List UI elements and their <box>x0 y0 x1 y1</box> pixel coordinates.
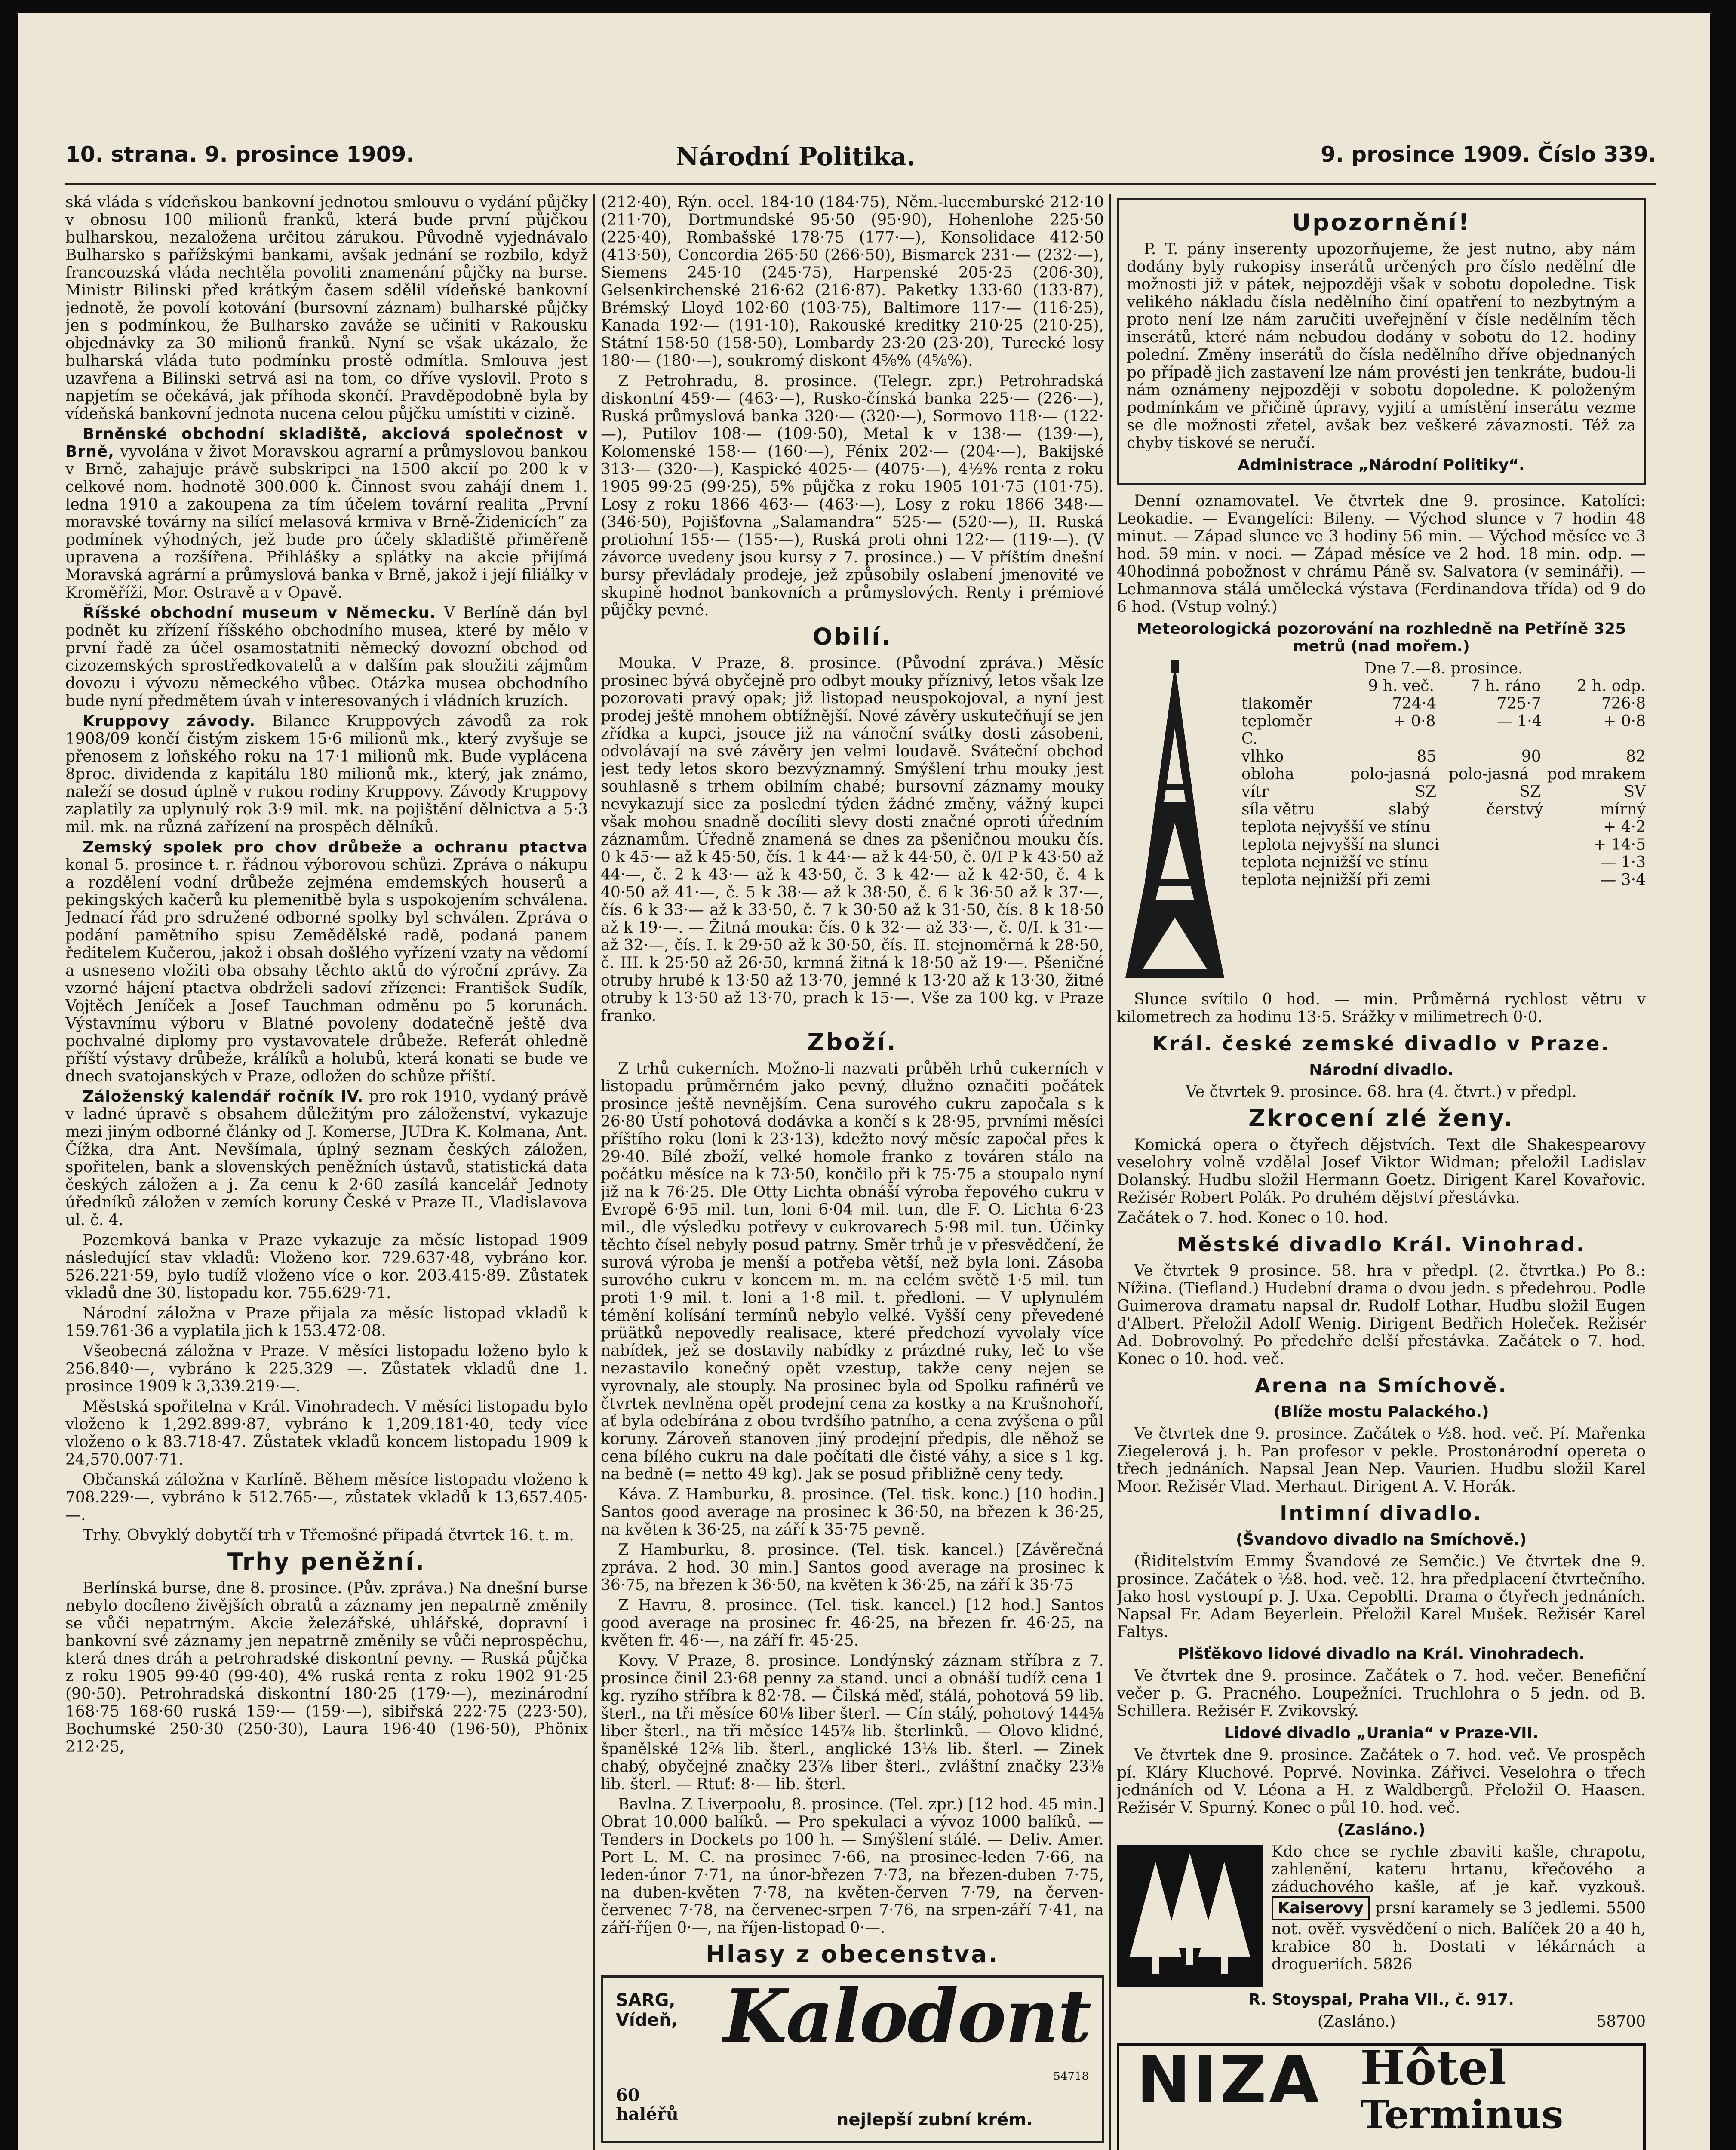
meteo-cell: 725·7 <box>1496 695 1541 713</box>
article-text: Z Hamburku, 8. prosince. (Tel. tisk. kancel.) [Závěrečná zpráva. 2 hod. 30 min.] Santos good average na prosinec k 36·75, na březen k 36·50, na květen k 36·25, na září k 35·75 <box>601 1541 1104 1594</box>
hotel-niza-advertisement <box>1117 2040 1646 2150</box>
theatre-text: Ve čtvrtek dne 9. prosince. Začátek o ½8. hod. več. Pí. Mařenka Ziegelerová j. h. Pan profesor v pekle. Prostonárodní opereta o třech jednáních. Napsal Jean Nep. Vaurien. Hudbu složil Karel Moor. Režisér Vlad. Merhaut. Dirigent A. V. Horák. <box>1117 1425 1646 1496</box>
zaslano-label: (Zasláno.) <box>1337 1821 1426 1839</box>
meteo-cell: čerstvý <box>1486 801 1543 818</box>
theatre-subtitle: (Švandovo divadlo na Smíchově.) <box>1235 1531 1527 1548</box>
column-3 <box>1117 194 1646 2150</box>
theatre-subtitle: (Blíže mostu Palackého.) <box>1273 1403 1489 1421</box>
article-text: (212·40), Rýn. ocel. 184·10 (184·75), Něm.-lucemburské 212·10 (211·70), Dortmundské 95·50 (95·90), Hohenlohe 225·50 (225·40), Rombašské 178·75 (177·—), Konsolidace 412·50 (413·50), Concordia 265·50 (266·50), Bismarck 231·— (232·—), Siemens 245·10 (245·75), Harpenské 205·25 (206·30), Gelsenkirchenské 216·62 (216·87). Paketky 133·60 (133·87), Brémský Lloyd 102·60 (103·75), Baltimore 117·— (116·25), Kanada 192·— (191·10), Rakouské kreditky 210·25 (210·25), Státní 158·50 (158·50), Lombardy 23·20 (23·20), Turecké losy 180·— (180·—), soukromý diskont 4⅝% (4⅝%). <box>601 194 1104 370</box>
ad-number: 5826 <box>1373 1956 1413 1973</box>
ad-number: 54718 <box>1053 2070 1089 2083</box>
meteo-temp-label: teplota nejvyšší ve stínu <box>1241 818 1431 836</box>
meteo-temp-label: teplota nejvyšší na slunci <box>1241 836 1439 854</box>
theatre-title: Intimní divadlo. <box>1280 1502 1483 1525</box>
meteo-cell: + 0·8 <box>1393 713 1436 730</box>
meteo-cell: 724·4 <box>1392 695 1437 713</box>
theatre-title: Král. české zemské divadlo v Praze. <box>1152 1032 1610 1055</box>
section-heading: Říšské obchodní museum v Německu. <box>83 604 436 622</box>
meteo-temp-value: + 14·5 <box>1593 836 1646 854</box>
meteo-row <box>1241 783 1646 801</box>
theatre-text: (Řiditelstvím Emmy Švandové ze Semčic.) Ve čtvrtek dne 9. prosince. Začátek o ½8. hod. več. 12. hra předplacení čtvrtečního. Jako host vystoupí p. J. Uxa. Cepoblti. Drama o čtyřech jednáních. Napsal Fr. Adam Beyerlein. Přeložil Karel Mušek. Režisér Karel Faltys. <box>1117 1553 1646 1641</box>
meteo-cell: polo-jasná <box>1448 765 1529 783</box>
article-text: Z Petrohradu, 8. prosince. (Telegr. zpr.) Petrohradská diskontní 459·— (463·—), Rusko-čínská banka 225·— (226·—), Ruská průmyslová banka 320·— (320·—), Sormovo 118·— (122·—), Putilov 108·— (109·50), Metal k v 138·— (139·—), Kolomenské 158·— (160·—), Fénix 202·— (204·—), Bakijské 313·— (320·—), Kaspické 4025·— (4075·—), 4½% renta z roku 1905 99·25 (99·25), 5% půjčka z roku 1905 101·75 (101·75). Losy z roku 1866 463·— (463·—), Losy z roku 1866 348·— (346·50), Pojišťovna „Salamandra“ 525·— (520·—), II. Ruská protiohní 155·— (155·—), Ruská proti ohni 122·— (119·—). (V závorce uvedeny jsou kursy z 7. prosince.) — V příštím dnešní bursy převládaly prodeje, jež způsobily oslabení jmenovité ve skupině hodnot bankovních a průmyslových. Renty i prémiové půjčky pevné. <box>601 372 1104 619</box>
meteo-temp-row <box>1241 818 1646 836</box>
article-text: vyvolána v život Moravskou agrarní a průmyslovou bankou v Brně, zahajuje právě subskripci na 1500 akcií po 200 k v celkové nom. hodnotě 300.000 k. Činnost svou zahájí dnem 1. ledna 1910 a zakoupena za tím účelem tovární realita „První moravské továrny na silící melasová krmiva v Brně-Židenicích“ za podmínek výhodných, jež bude pro účely skladiště přiměřeně upravena a rozšířena. Přihlášky a splátky na akcie přijímá Moravská agrární a průmyslová banka v Brně, jakož i její filiálky v Kroměříži, Mor. Ostravě a v Opavě. <box>65 443 588 602</box>
section-title: Hlasy z obecenstva. <box>705 1941 999 1968</box>
notice-signature: Administrace „Národní Politiky“. <box>1238 456 1525 474</box>
header-rule <box>65 183 1656 185</box>
section-heading: Kruppovy závody. <box>83 713 256 730</box>
column-divider <box>593 194 595 2150</box>
newspaper-page <box>18 13 1710 2150</box>
column-divider <box>1109 194 1111 2150</box>
section-heading: Zemský spolek pro chov drůbeže a ochranu ptactva <box>83 838 588 856</box>
theatre-text: Ve čtvrtek 9 prosince. 58. hra v předpl. (2. čtvrtka.) Po 8.: Nížina. (Tiefland.) Hudební drama o dvou jedn. s předehrou. Podle Guimerova dramatu napsal dr. Rudolf Lothar. Hudbu složil Eugen d'Albert. Přeložil Adolf Wenig. Dirigent Bedřich Holeček. Režisér Ad. Dobrovolný. Po předehře delší přestávka. Začátek o 7. hod. Konec o 10. hod. več. <box>1117 1262 1646 1368</box>
meteo-temp-row <box>1241 854 1646 871</box>
market-note: Trhy. Obvyklý dobytčí trh v Třemošné připadá čtvrtek 16. t. m. <box>83 1526 574 1544</box>
meteo-cell: 726·8 <box>1601 695 1646 713</box>
header-left: 10. strana. 9. prosince 1909. <box>65 142 415 167</box>
meteo-row <box>1241 801 1646 818</box>
zaslano-label: (Zasláno.) <box>1317 2013 1396 2030</box>
theatre-text: Komická opera o čtyřech dějstvích. Text dle Shakespearovy veselohry volně vzdělal Josef Viktor Widman; přeložil Ladislav Dolanský. Hudbu složil Hermann Goetz. Dirigent Karel Kovařovic. Režisér Robert Polák. Po druhém dějství přestávka. <box>1117 1136 1646 1207</box>
meteo-summary: Slunce svítilo 0 hod. — min. Průměrná rychlost větru v kilometrech za hodinu 13·5. Srážky v milimetrech 0·0. <box>1117 991 1646 1026</box>
article-text: ská vláda s vídeňskou bankovní jednotou smlouvu o vydání půjčky v obnosu 100 milionů franků, která bude první půjčkou bulharskou, nezaložena určitou zárukou. Původně vyjednávalo Bulharsko s pařížskými bankami, avšak jednání se rozbilo, když francouzská vláda nechtěla povoliti znamenání půjčky na burse. Ministr Bilinski před krátkým časem sdělil vídeňské bankovní jednotě, že povolí kotování (bursovní záznam) bulharské půjčky jen s podmínkou, že Bulharsko zaváže se učiniti v Rakousku objednávky za 30 milionů franků. Nyní se však ukázalo, že bulharská vláda tuto podmínku prostě odmítla. Smlouva jest uzavřena a Bilinski setrvá asi na tom, co dříve vyslovil. Proto s napjetím se očekává, jak příhoda skončí. Pravděpodobně byla by vídeňská bankovní jednota nucena celou půjčku umístiti v cizině. <box>65 194 588 423</box>
theatre-text: Ve čtvrtek dne 9. prosince. Začátek o 7. hod. večer. Benefiční večer p. G. Pracného. Loupežníci. Truchlohra o 5 jedn. od B. Schillera. Režisér F. Zvikovský. <box>1117 1667 1646 1720</box>
meteo-row <box>1241 713 1646 748</box>
theatre-text: Ve čtvrtek dne 9. prosince. Začátek o 7. hod. več. Ve prospěch pí. Kláry Kluchové. Poprvé. Novinka. Zářivci. Veselohra o třech jednáních od V. Léona a H. z Waldbergů. Přeložil O. Haasen. Režisér V. Spurný. Konec o půl 10. hod. več. <box>1117 1746 1646 1817</box>
kalodont-advertisement <box>601 1975 1104 2143</box>
section-title: Obilí. <box>812 623 892 650</box>
theatre-date: Ve čtvrtek 9. prosince. 68. hra (4. čtvrt.) v předpl. <box>1186 1083 1577 1101</box>
meteo-row <box>1241 748 1646 765</box>
meteo-title: Meteorologická pozorování na rozhledně na Petříně 325 metrů (nad mořem.) <box>1136 620 1626 655</box>
ad-tagline: nejlepší zubní krém. <box>836 2110 1033 2130</box>
play-title: Zkrocení zlé ženy. <box>1248 1105 1514 1132</box>
meteo-temp-value: — 1·3 <box>1601 854 1646 871</box>
meteo-temp-label: teplota nejnižší ve stínu <box>1241 854 1429 871</box>
meteo-cell: 82 <box>1626 748 1646 765</box>
masthead-title: Národní Politika. <box>676 142 916 171</box>
theatre-times: Začátek o 7. hod. Konec o 10. hod. <box>1117 1209 1389 1227</box>
meteo-cell: SV <box>1624 783 1646 801</box>
meteo-dates: Dne 7.—8. prosince. <box>1364 660 1523 677</box>
zaslano-row <box>1117 2013 1646 2030</box>
daily-notice: Denní oznamovatel. Ve čtvrtek dne 9. prosince. Katolíci: Leokadie. — Evangelíci: Bileny. — Východ slunce v 7 hodin 48 minut. — Západ slunce ve 3 hodiny 56 min. — Východ měsíce ve 3 hod. 59 min. v noci. — Západ měsíce ve 2 hod. 18 min. odp. — 40hodinná pobožnost v chrámu Páně sv. Salvatora (v semináři). — Lehmannova stálá umělecká výstava (Ferdinandova třída) od 9 do 6 hod. (Vstup volný.) <box>1117 492 1646 616</box>
meteo-section <box>1117 620 1646 1026</box>
meteo-cell: SZ <box>1415 783 1436 801</box>
section-heading: Záloženský kalendář ročník IV. <box>83 1088 364 1106</box>
meteo-row <box>1241 765 1646 783</box>
bank-report: Národní záložna v Praze přijala za měsíc listopad vkladů k 159.761·36 a vyplatila jich k 153.472·08. <box>65 1305 588 1340</box>
meteo-cell: — 1·4 <box>1496 713 1542 730</box>
meteo-cell: slabý <box>1389 801 1429 818</box>
meteo-row-label: teploměr C. <box>1241 713 1312 748</box>
article-text: Z trhů cukerních. Možno-li nazvati průběh trhů cukerních v listopadu průměrném jako pevný, dlužno označiti počátek prosince ještě nevnějším. Cena surového cukru započala s k 26·80 Ústí pohotová dodávka a končí s k 28·95, prvními měsíci příštího roku (loni k 23·13), kdežto nový měsíc započal přes k 29·40. Bílé zboží, velké homole franko z továren stálo na počátku měsíce na k 73·50, končilo při k 75·75 a stoupalo nyní již na k 76·25. Dle Otty Lichta obnáší výroba řepového cukru v Evropě 6·95 mil. tun, loni 6·04 mil. tun, dle F. O. Lichta 6·23 mil., dle výsledku potřevy v cukrovarech 5·98 mil. tun. Účinky těchto čísel nebyly posud patrny. Směr trhů je v přesvědčení, že surová výroba je menší a potřeba větší, než byla loni. Zásoba surového cukru v koncem m. m. na celém světě 1·5 mil. tun proti 1·9 mil. t. loni a 1·8 mil. t. předloni. — V uplynulém témění kolísání termínů nebylo velké. Vyšší ceny převedené prüätků nepovedly realisace, které předchozí vyvolaly více nabídek, jež se dostavily nabídky z prázdné ruky, leč to vše nezastavilo konečný opět vzestup, takže ceny nejen se vyrovnaly, ale stouply. Na prosinec byla od Spolku rafinérů ve čtvrtek nevlněna opět prodejní cena za kostky a na Krušnohoří, ať byla odebírána z obou tvrdšího patního, a cena zvýšena o půl koruny. Zároveň stanoven jiný prodejní předpis, dle něhož se cena bílého cukru na dale počítati dle čisté váhy, a sice s 1 kg. na bedně (= netto 49 kg). Jak se posud přibližně ceny tedy. <box>601 1060 1104 1483</box>
notice-heading: Upozornění! <box>1292 209 1471 236</box>
meteo-row-label: vítr <box>1241 783 1269 801</box>
ad-number: 58700 <box>1596 2013 1646 2030</box>
kaiser-brand-logo: Kaiserovy <box>1272 1896 1370 1920</box>
article-text: V Berlíně dán byl podnět ku zřízení říšského obchodního musea, které by mělo v první řadě za účel osamostatniti německý dovozní obchod od cizozemských sprostředkovatelů a v dalším pak sloužiti zájmům dovozu i vývozu německého vůbec. Otázka musea obchodního bude nyní předmětem úvah v interesovaných i vládních kruzích. <box>65 604 588 710</box>
theatre-title: Plšťěkovo lidové divadlo na Král. Vinohradech. <box>1177 1645 1585 1663</box>
article-text: Mouka. V Praze, 8. prosince. (Původní zpráva.) Měsíc prosinec bývá obyčejně pro odbyt mouky příznivý, letos však lze pozorovati pravý opak; již listopad neuspokojoval, a nyní jest prodej ještě mnohem obtížnější. Nové závěry uskutečňují se jen zřídka a kupci, jsouce již na vánoční svátky dosti zásobeni, odvolávají na své závěry jen velmi loudavě. Sváteční obchod jest tedy letos skoro bezvýznamný. Smýšlení trhu mouky jest souhlasně s trhem obilním chabé; bursovní záznamy mouky nevykazují sice za poslední týden žádné změny, vážný kupci však mohou snadně docíliti slevy dosti značné oproti úředním záznamům. Úředně znamená se dnes za pšeničnou mouku čís. 0 k 45·— až k 45·50, čís. 1 k 44·— až k 44·50, č. 0/I P k 43·50 až 44·—, č. 2 k 43·— až k 43·50, č. 3 k 42·— až k 42·50, č. 4 k 40·50 až 41·—, č. 5 k 38·— až k 38·50, č. 6 k 36·50 až k 37·—, čís. 6 k 33·— až k 33·50, č. 7 k 30·50 až k 31·50, čís. 8 k 18·50 až k 19·—. — Žitná mouka: čís. 0 k 32·— až 33·—, č. 0/I. k 31·— až 32·—, čís. I. k 29·50 až k 30·50, čís. II. stejnoměrná k 28·50, č. III. k 25·50 až 26·50, krmná žitná k 18·50 až 19·—. Pšeničné otruby hrubé k 13·50 až 13·70, jemné k 13·20 až k 13·30, žitné otruby k 13·50 až 13·70, prach k 15·—. Vše za 100 kg. v Praze franko. <box>601 654 1104 1025</box>
ad-text: Kdo chce se rychle zbaviti kašle, chrapotu, zahlenění, kateru hrtanu, křečového a záduchového kašle, ať je kař. vyzkouš. <box>1272 1843 1646 1896</box>
column-2 <box>601 194 1104 2150</box>
theatre-subtitle: Národní divadlo. <box>1309 1061 1453 1079</box>
hotel-name: Terminus <box>1360 2092 1564 2138</box>
section-title: Zboží. <box>807 1029 897 1056</box>
article-text: Kovy. V Praze, 8. prosince. Londýnský záznam stříbra z 7. prosince činil 23·68 penny za stand. unci a obnáší tudíž cena 1 kg. ryzího stříbra k 82·78. — Čilská měď, stálá, pohotová 59 lib. šterl., na tři měsíce 60⅛ liber šterl. — Cín stálý, pohotový 144⅝ liber šterl., na tři měsíce 145⅞ lib. šterlinků. — Olovo klidné, španělské 12⅝ lib. šterl., anglické 13⅛ lib. šterl. — Zinek chabý, obyčejné značky 23⅞ liber šterl., zvláštní značky 23⅜ lib. šterl. — Rtuť: 8·— lib. šterl. <box>601 1652 1104 1793</box>
meteo-cell: 90 <box>1521 748 1541 765</box>
meteo-temp-value: — 3·4 <box>1601 871 1646 889</box>
bank-report: Městská spořitelna v Král. Vinohradech. V měsíci listopadu bylo vloženo k 1,292.899·87, vybráno k 1,209.181·40, tedy více vloženo o k 83.718·47. Zůstatek vkladů koncem listopadu 1909 k 24,570.007·71. <box>65 1398 588 1468</box>
meteo-row-label: síla větru <box>1241 801 1315 818</box>
meteo-header-row: 9 h. več. 7 h. ráno 2 h. odp. <box>1368 677 1646 695</box>
article-text: pro rok 1910, vydaný právě v ladné úpravě s obsahem důležitým pro záloženství, vykazuje mezi jiným odborné články od J. Komerse, JUDra K. Kolmana, Ant. Čížka, dra Ant. Nevšímala, úplný seznam českých záložen, spořitelen, bank a slovenských peněžních ústavů, statistická data českých záložen a j. Za cenu k 2·60 zasílá kancelář Jednoty úředníků záložen v zemích koruny České v Praze II., Vladislavova ul. č. 4. <box>65 1088 588 1229</box>
meteo-row-label: tlakoměr <box>1241 695 1312 713</box>
meteo-temp-row <box>1241 871 1646 889</box>
kaiser-advertisement <box>1117 1843 1646 2009</box>
meteo-cell: SZ <box>1519 783 1541 801</box>
meteo-temp-row <box>1241 836 1646 854</box>
section-title: Trhy peněžní. <box>227 1548 426 1575</box>
bank-report: Všeobecná záložna v Praze. V měsíci listopadu loženo bylo k 256.840·—, vybráno k 225.329 —. Zůstatek vkladů dne 1. prosince 1909 k 3,339.219·—. <box>65 1342 588 1395</box>
meteo-row-label: vlhko <box>1241 748 1284 765</box>
ad-brand-logo: Kalodont <box>723 1973 1091 2059</box>
article-text: Bilance Kruppových závodů za rok 1908/09 končí čistým ziskem 15·6 milionů mk., který zvyšuje se přenosem z loňského roku na 17·1 milionů mk. Bude vyplácena 8proc. dividenda z kapitálu 180 milionů mk., který, jak známo, naleží se dosud úplně v rukou rodiny Kruppovy. Závody Kruppovy zaplatily za uplynulý rok 3·9 mil. mk. na pojištění dělnictva a 5·3 mil. mk. na různá zařízení na prospěch dělníků. <box>65 713 588 836</box>
meteo-row <box>1241 695 1646 713</box>
meteo-cell: + 0·8 <box>1603 713 1646 730</box>
meteo-temp-value: + 4·2 <box>1603 818 1646 836</box>
article-text: konal 5. prosince t. r. řádnou výborovou schůzi. Zpráva o nákupu a rozdělení vodní drůbeže zejména emdemských houserů a pekingských kačerů ku plemenitbě byla s uspokojením schválena. Jednací řád pro sdružené odborné spolky byl schválen. Zpráva o podání pamětního spisu Zemědělské radě, podaná panem ředitelem Kučerou, jakož i obsah došlého vyřízení vzaty na vědomí a usneseno vložiti oba obsahy těchto aktů do výroční zprávy. Za vzorné hájení ptactva obdrželi sadoví zřízenci: František Sudík, Vojtěch Jeníček a Josef Tauchman odměnu po 5 korunách. Výstavnímu výboru v Blatné povoleny dodatečně ještě dva pochvalné diplomy pro vystavovatele drůbeže. Referát ohledně příští výstavy drůbeže, králíků a holubů, která konati se bude ve dnech svatojanských v Praze, odložen do schůze příští. <box>65 856 588 1085</box>
article-text: Berlínská burse, dne 8. prosince. (Pův. zpráva.) Na dnešní burse nebylo docíleno živějších obratů a záznamy jen nepatrně změnily se vůči nepatrným. Akcie železářské, uhlářské, dopravní i bankovní své záznamy jen nepatrně změnily se vůči neprospěchu, která dnes dráh a petrohradské diskontní pevny. — Ruská půjčka z roku 1905 99·40 (99·40), 4% ruská renta z roku 1902 91·25 (90·50). Petrohradská diskontní 180·25 (179·—), mezinárodní 168·75 168·60 ruská 159·— (159·—), sibiřská 222·75 (223·50), Bochumské 250·30 (250·30), Laura 196·40 (196·50), Phönix 212·25, <box>65 1579 588 1756</box>
hotel-city: NIZA <box>1137 2043 1322 2118</box>
article-text: Káva. Z Hamburku, 8. prosince. (Tel. tisk. konc.) [10 hodin.] Santos good average na prosinec k 36·50, na březen k 36·25, na květen k 36·25, na září k 35·75 pevně. <box>601 1486 1104 1539</box>
theatre-title: Lidové divadlo „Urania“ v Praze-VII. <box>1224 1724 1539 1742</box>
meteo-row-label: obloha <box>1241 765 1294 783</box>
bank-report: Občanská záložna v Karlíně. Během měsíce listopadu vloženo k 708.229·—, vybráno k 512.765·—, zůstatek vkladů k 13,657.405·—. <box>65 1471 588 1524</box>
petrin-tower-illustration <box>1117 660 1233 986</box>
ad-text: prsní karamely se 3 jedlemi. 5500 not. ověř. vysvědčení o nich. Balíček 20 a 40 h, krabice 80 h. Dostati v lékárnách a drogueriích. <box>1272 1899 1646 1973</box>
notice-box <box>1117 198 1646 485</box>
header-right: 9. prosince 1909. Číslo 339. <box>1321 142 1656 167</box>
theatre-title: Arena na Smíchově. <box>1254 1374 1508 1397</box>
theatre-title: Městské divadlo Král. Vinohrad. <box>1177 1233 1586 1256</box>
meteo-cell: mírný <box>1600 801 1646 818</box>
notice-text: P. T. pány inserenty upozorňujeme, že jest nutno, aby nám dodány byly rukopisy inserátů určených pro číslo nedělní dle možnosti již v pátek, nejpozději však v sobotu dopoledne. Tisk velikého nákladu čísla nedělního činí opatření to nezbytným a proto není lze nám zaručiti uveřejnění v čísle nedělním těch inserátů, které nám nebudou dodány v sobotu do 12. hodiny polední. Změny inserátů do čísla nedělního dříve objednaných po případě jich zastavení lze nám provésti jen tenkráte, budou-li nám oznámeny nejpozději v sobotu dopoledne. K položeným podmínkám ve přičině úpravy, vyjití a umístění inserátu vezme se dle možnosti zřetel, avšak bez veškeré závaznosti. Též za chyby tiskové se neručí. <box>1127 240 1636 452</box>
ad-depot: R. Stoyspal, Praha VII., č. 917. <box>1248 1991 1514 2009</box>
page-header <box>65 142 1656 176</box>
meteo-cell: polo-jasná <box>1350 765 1430 783</box>
ad-company: SARG, Vídeň, <box>616 1990 678 2030</box>
meteo-cell: 85 <box>1416 748 1437 765</box>
column-1 <box>65 194 588 2150</box>
meteo-temp-label: teplota nejnižší při zemi <box>1241 871 1431 889</box>
meteo-cell: pod mrakem <box>1547 765 1646 783</box>
article-text: Bavlna. Z Liverpoolu, 8. prosince. (Tel. zpr.) [12 hod. 45 min.] Obrat 10.000 balíků. — Pro spekulaci a vývoz 1000 balíků. — Tenders in Dockets po 100 h. — Smýšlení stálé. — Deliv. Amer. Port L. M. C. na prosinec 7·66, na prosinec-leden 7·66, na leden-únor 7·71, na únor-březen 7·73, na březen-duben 7·75, na duben-květen 7·78, na květen-červen 7·79, na červen-červenec 7·78, na červenec-srpen 7·76, na srpen-září 7·41, na září-říjen 0·—, na říjen-listopad 0·—. <box>601 1796 1104 1937</box>
ad-price: 60 haléřů <box>616 2085 679 2124</box>
pine-trees-illustration <box>1117 1845 1263 1987</box>
bank-report: Pozemková banka v Praze vykazuje za měsíc listopad 1909 následující stav vkladů: Vloženo kor. 729.637·48, vybráno kor. 526.221·59, bylo tudíž vloženo více o kor. 203.415·89. Zůstatek vkladů dne 30. listopadu kor. 755.629·71. <box>65 1232 588 1302</box>
article-text: Z Havru, 8. prosince. (Tel. tisk. kancel.) [12 hod.] Santos good average na prosinec fr. 46·25, na březen fr. 46·25, na květen fr. 46·—, na září fr. 45·25. <box>601 1597 1104 1649</box>
section-heading: Brněnské obchodní skladiště, akciová společnost v Brně, <box>65 425 588 461</box>
hotel-word: Hôtel <box>1360 2040 1506 2095</box>
